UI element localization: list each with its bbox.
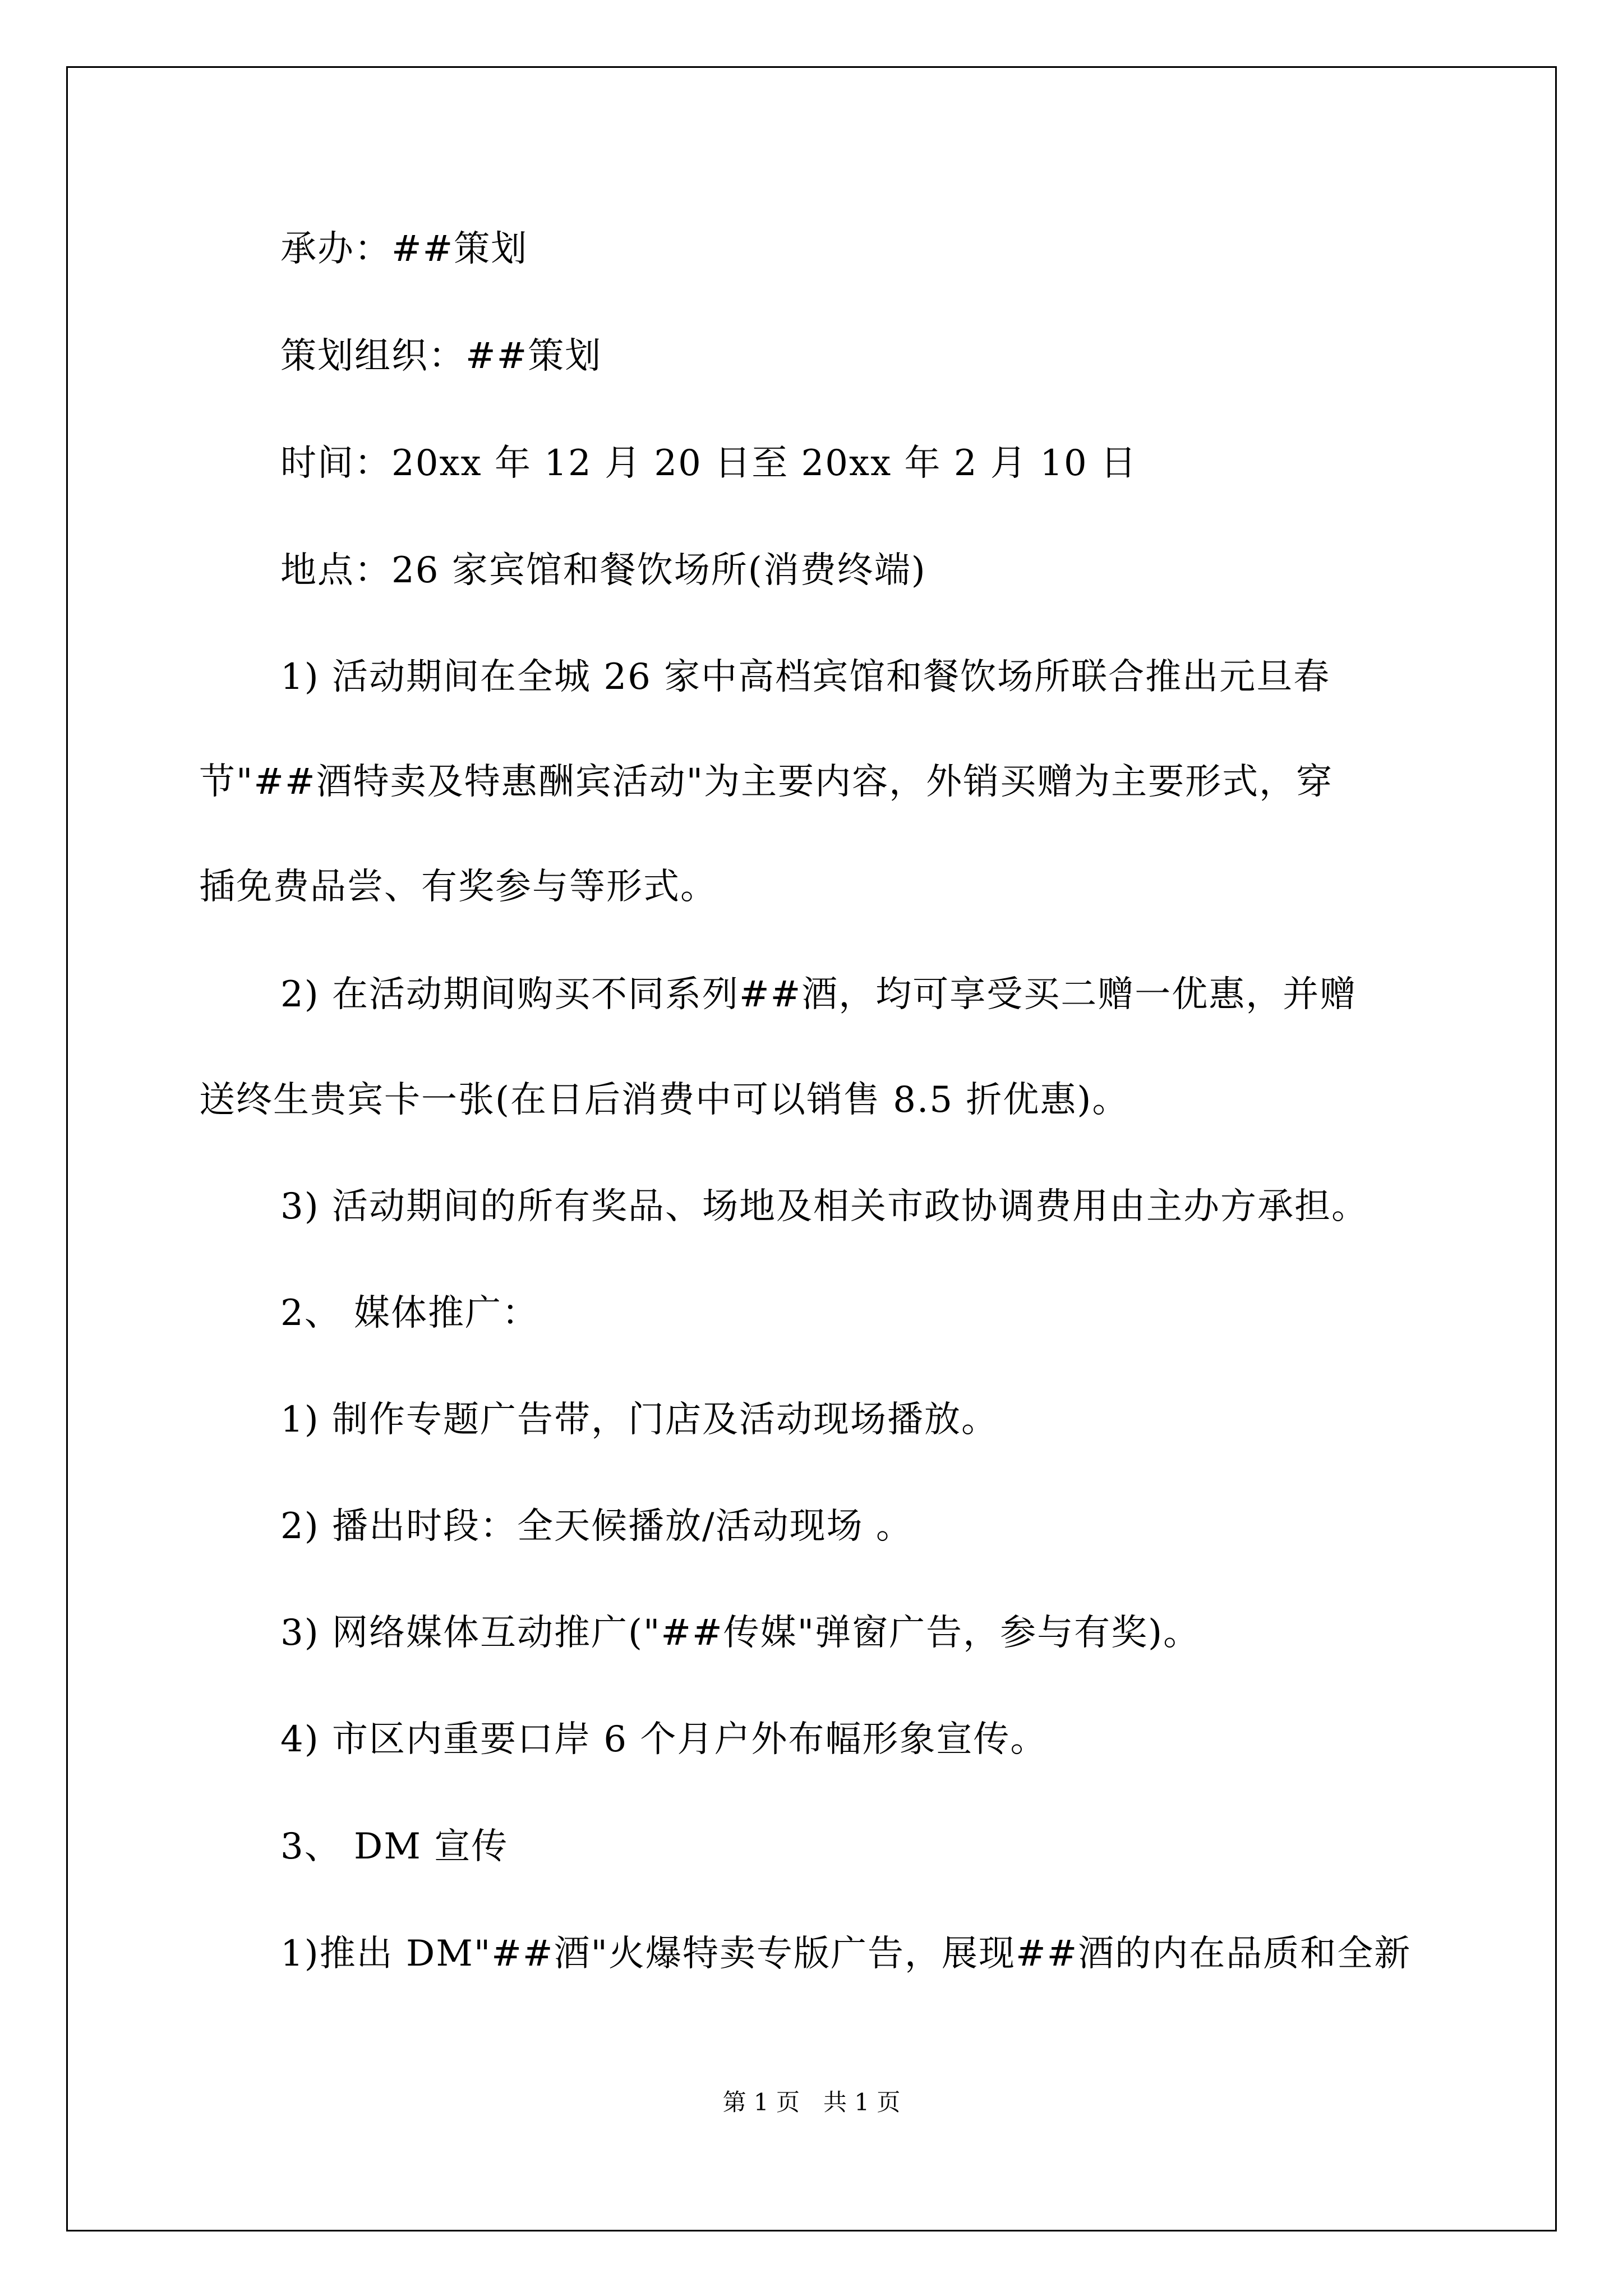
body-line-item-1c: 插免费品尝、有奖参与等形式。 [199, 866, 717, 908]
body-line-dm-1: 1)推出 DM"##酒"火爆特卖专版广告，展现##酒的内在品质和全新 [280, 1933, 1412, 1975]
body-line-item-2b: 送终生贵宾卡一张(在日后消费中可以销售 8.5 折优惠)。 [199, 1079, 1129, 1121]
page-border [66, 66, 1557, 2231]
body-line-item-1a: 1) 活动期间在全城 26 家中高档宾馆和餐饮场所联合推出元旦春 [280, 656, 1331, 698]
body-line-media-3: 3) 网络媒体互动推广("##传媒"弹窗广告，参与有奖)。 [280, 1612, 1201, 1654]
body-line-media-2: 2) 播出时段：全天候播放/活动现场 。 [280, 1506, 913, 1547]
body-line-time: 时间：20xx 年 12 月 20 日至 20xx 年 2 月 10 日 [280, 443, 1138, 484]
section-heading-media: 2、 媒体推广： [280, 1292, 540, 1334]
body-line-location: 地点：26 家宾馆和餐饮场所(消费终端) [280, 550, 926, 591]
section-heading-dm: 3、 DM 宣传 [280, 1826, 509, 1867]
body-line-media-1: 1) 制作专题广告带，门店及活动现场播放。 [280, 1399, 999, 1441]
body-line-item-1b: 节"##酒特卖及特惠酬宾活动"为主要内容，外销买赠为主要形式，穿 [199, 761, 1334, 803]
body-line-organizer: 承办：##策划 [280, 228, 528, 270]
body-line-item-3: 3) 活动期间的所有奖品、场地及相关市政协调费用由主办方承担。 [280, 1186, 1369, 1227]
body-line-planning-org: 策划组织：##策划 [280, 335, 602, 377]
body-line-item-2a: 2) 在活动期间购买不同系列##酒，均可享受买二赠一优惠，并赠 [280, 974, 1357, 1015]
page-footer: 第 1 页 共 1 页 [722, 2088, 901, 2116]
body-line-media-4: 4) 市区内重要口岸 6 个月户外布幅形象宣传。 [280, 1719, 1048, 1760]
